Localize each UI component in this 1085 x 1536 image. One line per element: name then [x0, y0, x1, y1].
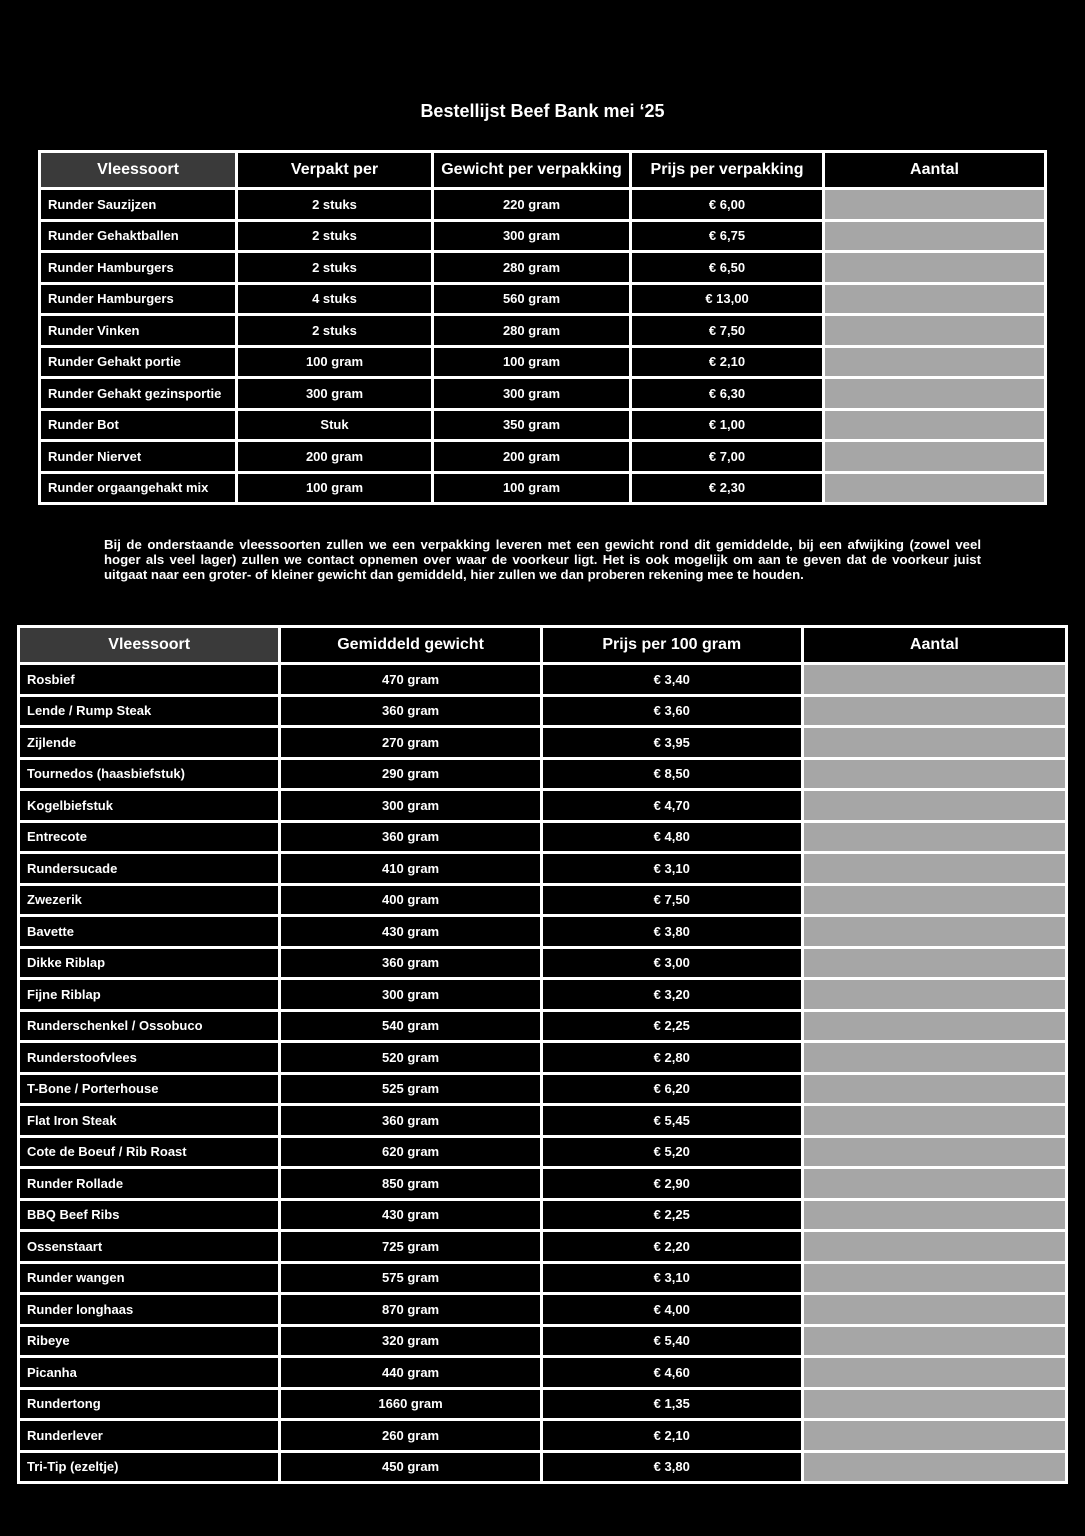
pack-weight: 280 gram — [434, 253, 629, 282]
table-row — [20, 697, 1065, 726]
table-row — [20, 1390, 1065, 1419]
product-name: Runderstoofvlees — [20, 1043, 278, 1072]
average-weight: 725 gram — [281, 1232, 539, 1261]
average-weight: 260 gram — [281, 1421, 539, 1450]
price-per-100g: € 4,80 — [543, 823, 801, 852]
table-row — [41, 285, 1044, 314]
product-name: Lende / Rump Steak — [20, 697, 278, 726]
price-per-100g: € 2,10 — [543, 1421, 801, 1450]
quantity-field[interactable] — [804, 791, 1065, 820]
price-per-100g: € 5,45 — [543, 1106, 801, 1135]
quantity-field[interactable] — [825, 285, 1044, 314]
pack-size: 2 stuks — [238, 316, 431, 345]
pack-price: € 6,00 — [632, 190, 822, 219]
quantity-field[interactable] — [804, 1075, 1065, 1104]
product-name: Runder Bot — [41, 411, 235, 440]
average-weight: 470 gram — [281, 665, 539, 694]
average-weight: 360 gram — [281, 823, 539, 852]
table-header-row — [20, 628, 1065, 662]
average-weight: 270 gram — [281, 728, 539, 757]
product-name: Runderlever — [20, 1421, 278, 1450]
price-per-100g: € 2,90 — [543, 1169, 801, 1198]
pack-size: 4 stuks — [238, 285, 431, 314]
header-aantal: Aantal — [804, 628, 1065, 662]
product-name: Tournedos (haasbiefstuk) — [20, 760, 278, 789]
price-per-100g: € 5,40 — [543, 1327, 801, 1356]
product-name: Ossenstaart — [20, 1232, 278, 1261]
product-name: Entrecote — [20, 823, 278, 852]
product-name: Zwezerik — [20, 886, 278, 915]
price-per-100g: € 3,95 — [543, 728, 801, 757]
table-row — [20, 854, 1065, 883]
product-name: BBQ Beef Ribs — [20, 1201, 278, 1230]
table-row — [20, 1012, 1065, 1041]
average-weight: 360 gram — [281, 697, 539, 726]
average-weight: 360 gram — [281, 1106, 539, 1135]
table-row — [41, 222, 1044, 251]
table-row — [20, 760, 1065, 789]
table-row — [20, 1453, 1065, 1482]
product-name: Runder Gehaktballen — [41, 222, 235, 251]
quantity-field[interactable] — [804, 665, 1065, 694]
average-weight: 410 gram — [281, 854, 539, 883]
pack-weight: 100 gram — [434, 348, 629, 377]
price-per-100g: € 3,00 — [543, 949, 801, 978]
price-per-100g: € 2,20 — [543, 1232, 801, 1261]
quantity-field[interactable] — [825, 222, 1044, 251]
table-row — [20, 980, 1065, 1009]
table-row — [20, 1327, 1065, 1356]
average-weight: 540 gram — [281, 1012, 539, 1041]
pack-size: 2 stuks — [238, 253, 431, 282]
product-name: Runder Hamburgers — [41, 253, 235, 282]
pack-size: 300 gram — [238, 379, 431, 408]
pack-price: € 13,00 — [632, 285, 822, 314]
product-name: Rundertong — [20, 1390, 278, 1419]
table-row — [20, 1201, 1065, 1230]
pack-weight: 280 gram — [434, 316, 629, 345]
pack-size: 100 gram — [238, 474, 431, 503]
table-row — [41, 348, 1044, 377]
pack-weight: 560 gram — [434, 285, 629, 314]
average-weight: 300 gram — [281, 980, 539, 1009]
quantity-field[interactable] — [825, 411, 1044, 440]
table-row — [20, 917, 1065, 946]
table-row — [20, 1421, 1065, 1450]
product-name: Runder Sauzijzen — [41, 190, 235, 219]
table-row — [20, 886, 1065, 915]
table-row — [20, 1043, 1065, 1072]
table-header-row — [41, 153, 1044, 187]
price-per-100g: € 7,50 — [543, 886, 801, 915]
table-row — [41, 379, 1044, 408]
quantity-field[interactable] — [804, 1043, 1065, 1072]
quantity-field[interactable] — [804, 886, 1065, 915]
quantity-field[interactable] — [804, 697, 1065, 726]
product-name: Tri-Tip (ezeltje) — [20, 1453, 278, 1482]
table-row — [20, 1232, 1065, 1261]
product-name: Rosbief — [20, 665, 278, 694]
quantity-field[interactable] — [804, 1295, 1065, 1324]
price-per-100g: € 8,50 — [543, 760, 801, 789]
table-row — [41, 316, 1044, 345]
pack-weight: 220 gram — [434, 190, 629, 219]
table-row — [20, 728, 1065, 757]
average-weight: 430 gram — [281, 1201, 539, 1230]
pack-size: 200 gram — [238, 442, 431, 471]
quantity-field[interactable] — [804, 1390, 1065, 1419]
packaged-products-table — [38, 150, 1047, 505]
product-name: T-Bone / Porterhouse — [20, 1075, 278, 1104]
quantity-field[interactable] — [804, 980, 1065, 1009]
price-per-100g: € 1,35 — [543, 1390, 801, 1419]
product-name: Runder Niervet — [41, 442, 235, 471]
price-per-100g: € 4,70 — [543, 791, 801, 820]
quantity-field[interactable] — [804, 760, 1065, 789]
average-weight: 575 gram — [281, 1264, 539, 1293]
table-row — [20, 1358, 1065, 1387]
header-prijs-per-100-gram: Prijs per 100 gram — [543, 628, 801, 662]
price-per-100g: € 5,20 — [543, 1138, 801, 1167]
average-weight: 850 gram — [281, 1169, 539, 1198]
quantity-field[interactable] — [804, 728, 1065, 757]
pack-price: € 7,50 — [632, 316, 822, 345]
header-gemiddeld-gewicht: Gemiddeld gewicht — [281, 628, 539, 662]
pack-price: € 7,00 — [632, 442, 822, 471]
header-prijs-per-verpakking: Prijs per verpakking — [632, 153, 822, 187]
header-vleessoort: Vleessoort — [41, 153, 235, 187]
product-name: Zijlende — [20, 728, 278, 757]
price-per-100g: € 4,60 — [543, 1358, 801, 1387]
price-per-100g: € 3,80 — [543, 1453, 801, 1482]
pack-size: 2 stuks — [238, 190, 431, 219]
quantity-field[interactable] — [825, 316, 1044, 345]
table-row — [41, 411, 1044, 440]
table-row — [20, 1169, 1065, 1198]
table-row — [20, 1138, 1065, 1167]
pack-size: Stuk — [238, 411, 431, 440]
product-name: Kogelbiefstuk — [20, 791, 278, 820]
weighted-products-table — [17, 625, 1068, 1484]
product-name: Rundersucade — [20, 854, 278, 883]
quantity-field[interactable] — [804, 917, 1065, 946]
price-per-100g: € 2,80 — [543, 1043, 801, 1072]
average-weight: 430 gram — [281, 917, 539, 946]
average-weight: 440 gram — [281, 1358, 539, 1387]
pack-price: € 1,00 — [632, 411, 822, 440]
average-weight: 525 gram — [281, 1075, 539, 1104]
pack-price: € 2,30 — [632, 474, 822, 503]
quantity-field[interactable] — [825, 348, 1044, 377]
pack-weight: 300 gram — [434, 379, 629, 408]
header-aantal: Aantal — [825, 153, 1044, 187]
average-weight: 320 gram — [281, 1327, 539, 1356]
quantity-field[interactable] — [825, 442, 1044, 471]
product-name: Dikke Riblap — [20, 949, 278, 978]
table-row — [20, 1295, 1065, 1324]
average-weight: 360 gram — [281, 949, 539, 978]
price-per-100g: € 3,40 — [543, 665, 801, 694]
table-row — [41, 474, 1044, 503]
table-row — [20, 823, 1065, 852]
price-per-100g: € 3,20 — [543, 980, 801, 1009]
product-name: Ribeye — [20, 1327, 278, 1356]
pack-weight: 100 gram — [434, 474, 629, 503]
weight-note: Bij de onderstaande vleessoorten zullen we een verpakking leveren met een gewicht rond dit gemiddelde, bij een afwijking (zowel veel hoger als veel lager) zullen we contact opnemen over waar de voorkeur ligt. Het is ook mogelijk om aan te geven dat de voorkeur juist uitgaat naar een groter- of kleiner gewicht dan gemiddeld, hier zullen we dan proberen rekening mee te houden. — [104, 537, 981, 582]
price-per-100g: € 3,10 — [543, 1264, 801, 1293]
product-name: Cote de Boeuf / Rib Roast — [20, 1138, 278, 1167]
average-weight: 870 gram — [281, 1295, 539, 1324]
product-name: Bavette — [20, 917, 278, 946]
product-name: Runderschenkel / Ossobuco — [20, 1012, 278, 1041]
table-row — [20, 949, 1065, 978]
quantity-field[interactable] — [804, 1232, 1065, 1261]
pack-size: 100 gram — [238, 348, 431, 377]
quantity-field[interactable] — [804, 854, 1065, 883]
quantity-field[interactable] — [804, 1138, 1065, 1167]
product-name: Runder Vinken — [41, 316, 235, 345]
product-name: Runder Gehakt gezinsportie — [41, 379, 235, 408]
pack-weight: 350 gram — [434, 411, 629, 440]
price-per-100g: € 6,20 — [543, 1075, 801, 1104]
product-name: Runder orgaangehakt mix — [41, 474, 235, 503]
average-weight: 450 gram — [281, 1453, 539, 1482]
average-weight: 520 gram — [281, 1043, 539, 1072]
quantity-field[interactable] — [804, 1106, 1065, 1135]
table-row — [20, 1106, 1065, 1135]
pack-price: € 6,75 — [632, 222, 822, 251]
table-row — [20, 665, 1065, 694]
header-gewicht-per-verpakking: Gewicht per verpakking — [434, 153, 629, 187]
quantity-field[interactable] — [804, 1201, 1065, 1230]
product-name: Picanha — [20, 1358, 278, 1387]
pack-price: € 2,10 — [632, 348, 822, 377]
table-row — [20, 1075, 1065, 1104]
pack-weight: 200 gram — [434, 442, 629, 471]
average-weight: 300 gram — [281, 791, 539, 820]
price-per-100g: € 4,00 — [543, 1295, 801, 1324]
product-name: Fijne Riblap — [20, 980, 278, 1009]
pack-size: 2 stuks — [238, 222, 431, 251]
table-row — [20, 791, 1065, 820]
quantity-field[interactable] — [804, 1358, 1065, 1387]
product-name: Runder Rollade — [20, 1169, 278, 1198]
header-verpakt-per: Verpakt per — [238, 153, 431, 187]
table-row — [20, 1264, 1065, 1293]
quantity-field[interactable] — [804, 823, 1065, 852]
price-per-100g: € 3,80 — [543, 917, 801, 946]
product-name: Runder Gehakt portie — [41, 348, 235, 377]
product-name: Runder wangen — [20, 1264, 278, 1293]
average-weight: 400 gram — [281, 886, 539, 915]
quantity-field[interactable] — [825, 190, 1044, 219]
quantity-field[interactable] — [825, 474, 1044, 503]
average-weight: 1660 gram — [281, 1390, 539, 1419]
header-vleessoort: Vleessoort — [20, 628, 278, 662]
price-per-100g: € 3,10 — [543, 854, 801, 883]
page-title: Bestellijst Beef Bank mei ‘25 — [420, 101, 665, 121]
average-weight: 290 gram — [281, 760, 539, 789]
table-row — [41, 253, 1044, 282]
quantity-field[interactable] — [804, 1012, 1065, 1041]
price-per-100g: € 3,60 — [543, 697, 801, 726]
quantity-field[interactable] — [804, 1453, 1065, 1482]
quantity-field[interactable] — [825, 253, 1044, 282]
pack-weight: 300 gram — [434, 222, 629, 251]
table-row — [41, 442, 1044, 471]
quantity-field[interactable] — [825, 379, 1044, 408]
product-name: Runder Hamburgers — [41, 285, 235, 314]
quantity-field[interactable] — [804, 1327, 1065, 1356]
quantity-field[interactable] — [804, 1169, 1065, 1198]
pack-price: € 6,30 — [632, 379, 822, 408]
quantity-field[interactable] — [804, 1264, 1065, 1293]
table-row — [41, 190, 1044, 219]
product-name: Flat Iron Steak — [20, 1106, 278, 1135]
product-name: Runder longhaas — [20, 1295, 278, 1324]
quantity-field[interactable] — [804, 1421, 1065, 1450]
price-per-100g: € 2,25 — [543, 1201, 801, 1230]
pack-price: € 6,50 — [632, 253, 822, 282]
quantity-field[interactable] — [804, 949, 1065, 978]
price-per-100g: € 2,25 — [543, 1012, 801, 1041]
average-weight: 620 gram — [281, 1138, 539, 1167]
